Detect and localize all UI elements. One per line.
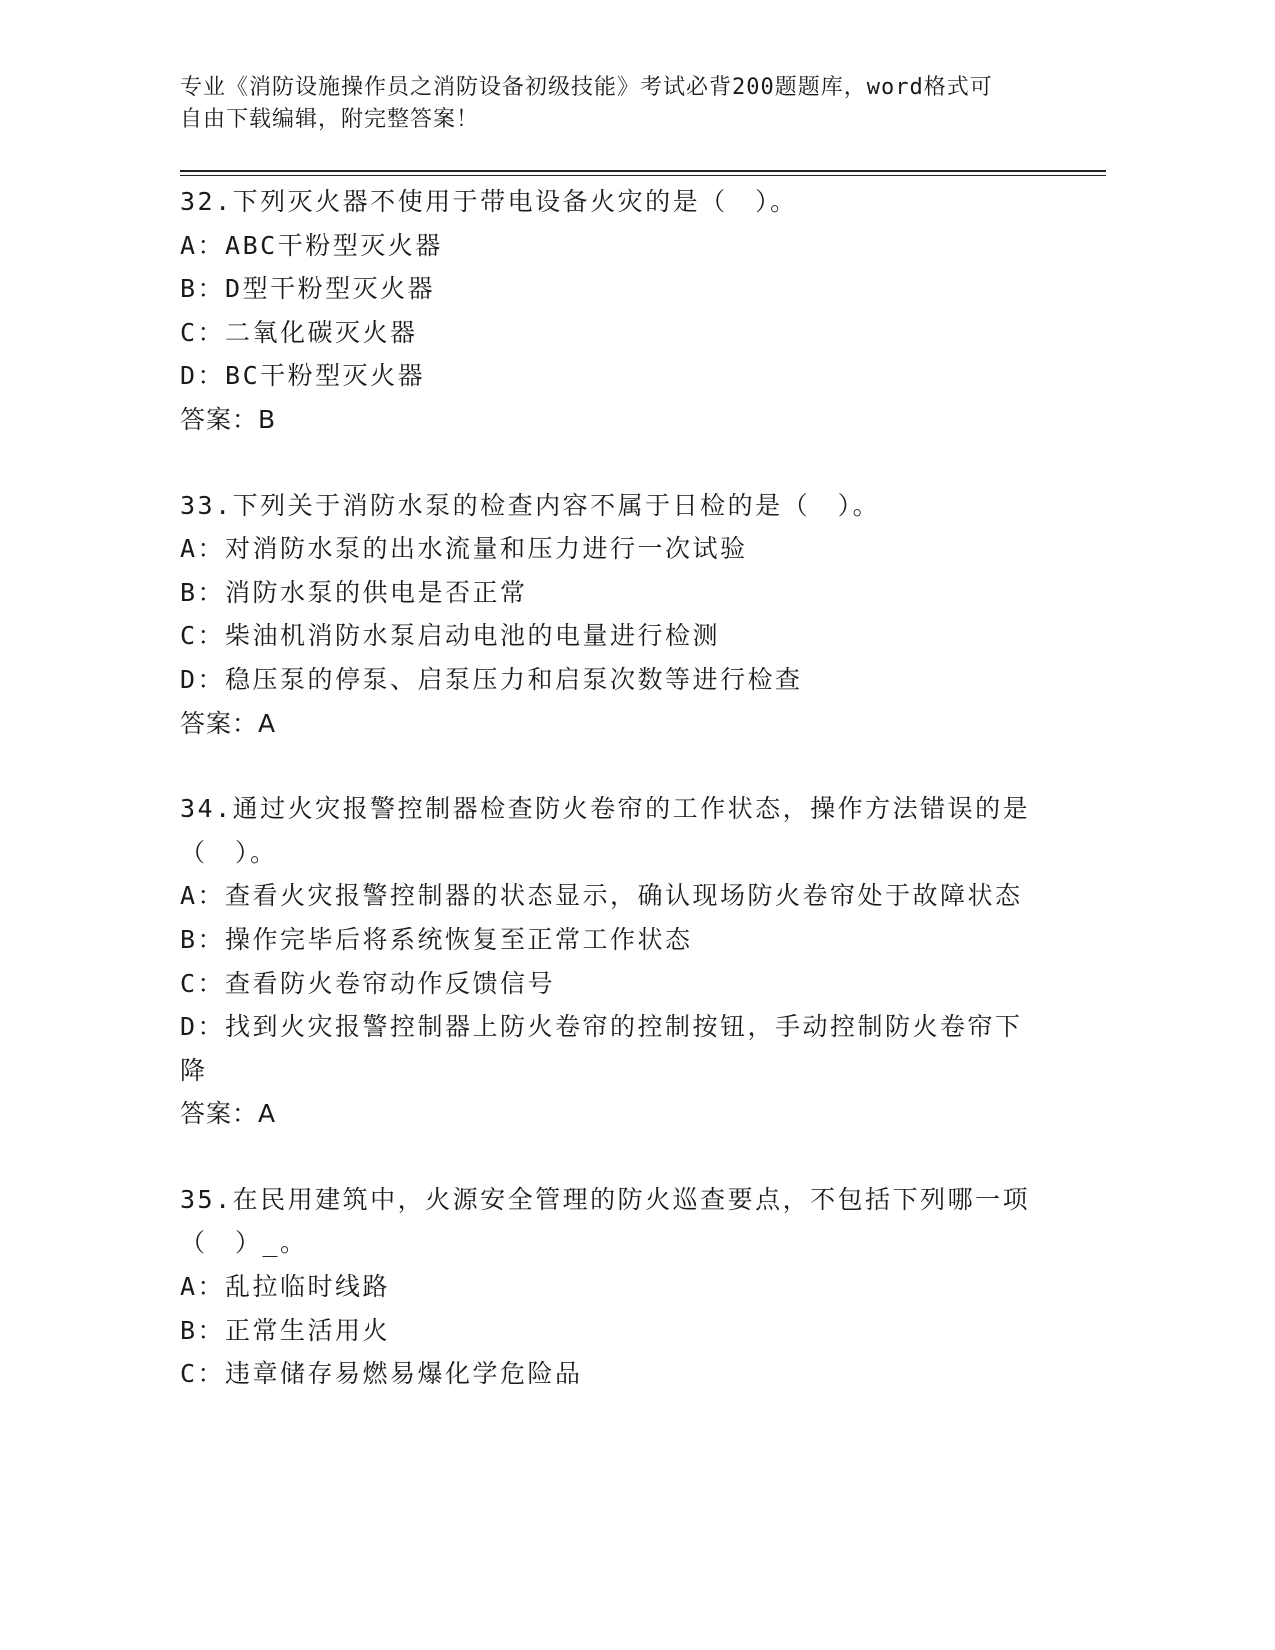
question-stem: 33.下列关于消防水泵的检查内容不属于日检的是（ ）。 [180, 490, 881, 520]
header-line-2: 自由下载编辑，附完整答案！ [180, 107, 480, 132]
header-divider-thin [180, 175, 1106, 176]
option-b: B：消防水泵的供电是否正常 [180, 577, 528, 607]
question-35 [180, 1178, 1040, 1396]
option-d: D：稳压泵的停泵、启泵压力和启泵次数等进行检查 [180, 664, 803, 694]
answer-line: 答案：B [180, 404, 277, 434]
question-34 [180, 787, 1040, 1136]
option-a: A：乱拉临时线路 [180, 1272, 391, 1302]
option-b: B：正常生活用火 [180, 1315, 391, 1345]
question-stem: 34.通过火灾报警控制器检查防火卷帘的工作状态，操作方法错误的是 [180, 794, 1031, 824]
option-c: C：违章储存易燃易爆化学危险品 [180, 1359, 583, 1389]
option-b: B：D型干粉型灭火器 [180, 274, 436, 304]
question-33 [180, 484, 1040, 746]
question-list [180, 180, 1040, 1438]
document-header [180, 72, 1040, 136]
question-stem-continued: （ ）_。 [180, 1228, 308, 1258]
question-stem: 32.下列灭火器不使用于带电设备火灾的是（ ）。 [180, 187, 798, 216]
header-divider-thick [180, 170, 1106, 172]
option-c: C：二氧化碳灭火器 [180, 317, 418, 347]
header-line-1: 专业《消防设施操作员之消防设备初级技能》考试必背200题题库，word格式可 [180, 75, 993, 100]
question-32 [180, 180, 1040, 442]
option-c: C：柴油机消防水泵启动电池的电量进行检测 [180, 621, 721, 651]
answer-line: 答案：A [180, 1099, 277, 1129]
answer-line: 答案：A [180, 708, 277, 738]
option-b: B：操作完毕后将系统恢复至正常工作状态 [180, 924, 693, 954]
option-d: D：BC干粉型灭火器 [180, 361, 426, 391]
option-c: C：查看防火卷帘动作反馈信号 [180, 968, 556, 998]
option-a: A：ABC干粉型灭火器 [180, 230, 443, 260]
option-a: A：对消防水泵的出水流量和压力进行一次试验 [180, 534, 748, 564]
option-a: A：查看火灾报警控制器的状态显示，确认现场防火卷帘处于故障状态 [180, 881, 1023, 911]
question-stem: 35.在民用建筑中，火源安全管理的防火巡查要点，不包括下列哪一项 [180, 1184, 1031, 1214]
option-d: D：找到火灾报警控制器上防火卷帘的控制按钮，手动控制防火卷帘下 降 [180, 1012, 1023, 1085]
question-stem-continued: （ ）。 [180, 837, 278, 867]
